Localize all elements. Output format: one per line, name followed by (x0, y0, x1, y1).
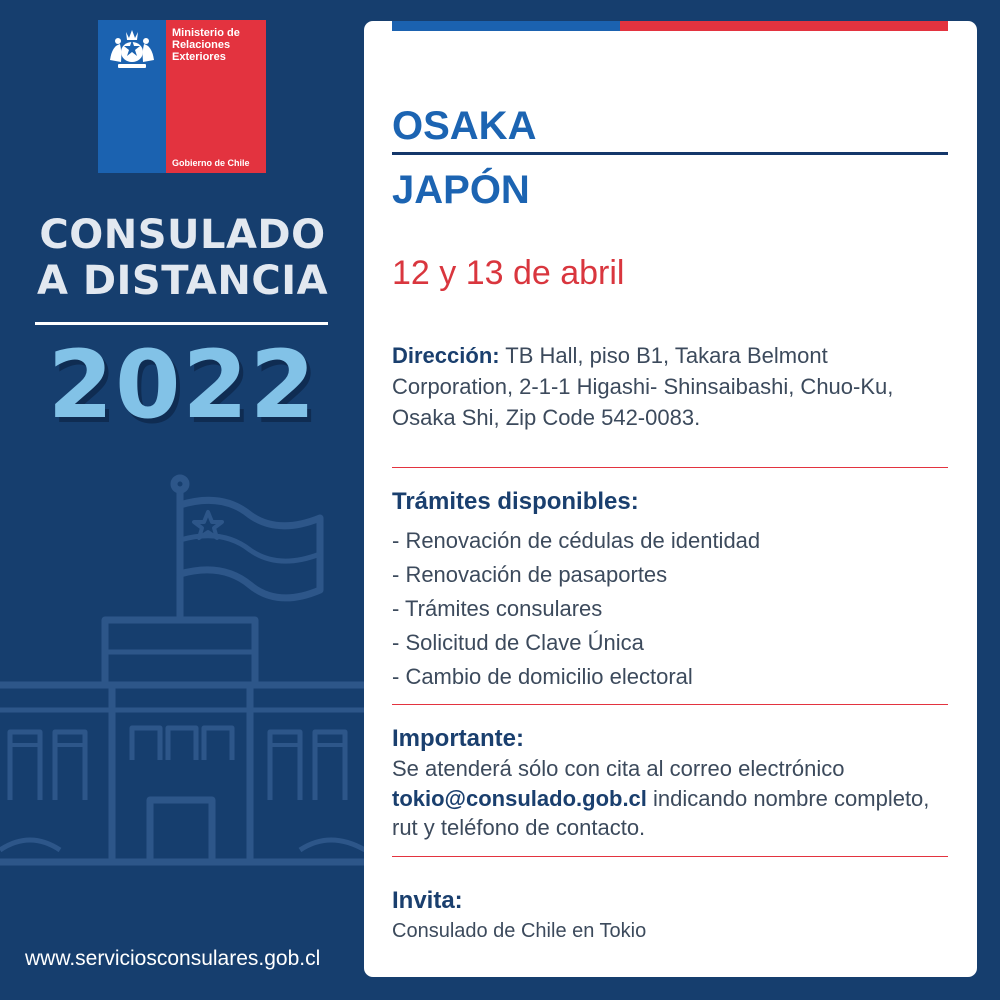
ministry-name-line: Ministerio de (172, 27, 240, 39)
important-heading: Importante: (392, 725, 524, 752)
logo-blue-panel (98, 20, 166, 173)
procedures-list (392, 524, 952, 694)
city-divider (392, 152, 948, 155)
title-divider (35, 322, 328, 325)
event-date: 12 y 13 de abril (392, 254, 625, 292)
ministry-logo (98, 20, 266, 173)
section-divider (392, 856, 948, 857)
event-year: 2022 (47, 331, 318, 440)
government-building-illustration (0, 470, 365, 890)
event-title-line: CONSULADO (39, 212, 326, 258)
stripe-blue (392, 21, 620, 31)
address-text: TB Hall, piso B1, Takara Belmont Corporation, 2-1-1 Higashi- Shinsaibashi, Chuo-Ku, Osaka Shi, Zip Code 542-0083. (392, 343, 894, 430)
list-item: - Cambio de domicilio electoral (392, 664, 693, 689)
section-divider (392, 704, 948, 705)
important-text-before: Se atenderá sólo con cita al correo electrónico (392, 756, 845, 781)
event-title-line: A DISTANCIA (36, 258, 329, 304)
website-url: www.serviciosconsulares.gob.cl (25, 947, 321, 970)
procedures-heading: Trámites disponibles: (392, 488, 639, 515)
stripe-red (620, 21, 948, 31)
ministry-name (172, 27, 264, 63)
government-name: Gobierno de Chile (172, 158, 250, 168)
important-text (392, 754, 952, 843)
event-title (30, 212, 335, 304)
ministry-name-line: Relaciones (172, 39, 231, 51)
coat-of-arms-icon (104, 26, 160, 70)
list-item: - Renovación de pasaportes (392, 562, 668, 587)
list-item: - Trámites consulares (392, 596, 603, 621)
city-title: OSAKA (392, 104, 537, 148)
section-divider (392, 467, 948, 468)
ministry-name-line: Exteriores (172, 51, 226, 63)
logo-red-panel (166, 20, 266, 173)
contact-email: tokio@consulado.gob.cl (392, 785, 647, 811)
info-card (364, 21, 977, 977)
address-label: Dirección: (392, 343, 500, 368)
address-block (392, 340, 952, 433)
country-title: JAPÓN (392, 168, 530, 212)
important-text-after: indicando nombre completo, rut y teléfono de contacto. (392, 785, 930, 840)
invite-heading: Invita: (392, 887, 463, 914)
list-item: - Renovación de cédulas de identidad (392, 528, 761, 553)
flag-stripe (392, 21, 948, 31)
list-item: - Solicitud de Clave Única (392, 630, 644, 655)
invite-text: Consulado de Chile en Tokio (392, 920, 647, 942)
